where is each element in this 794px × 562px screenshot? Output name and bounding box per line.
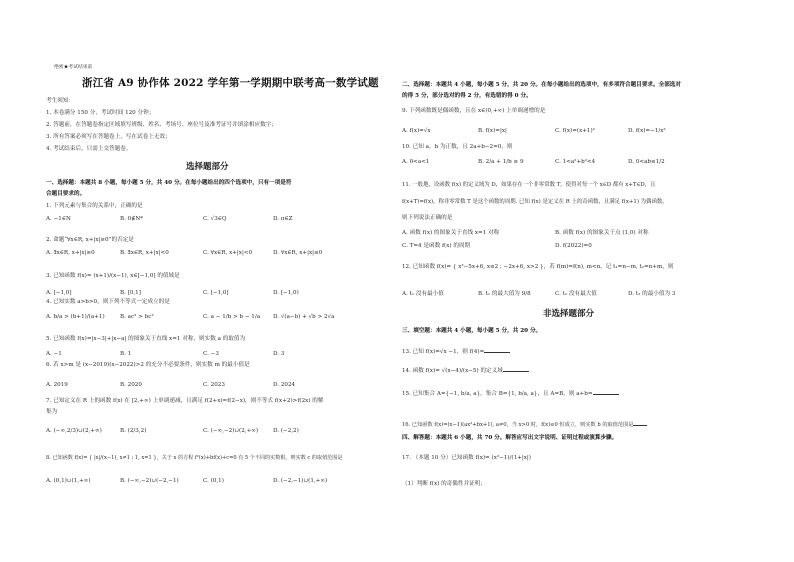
q10-option-c: C. 1<a²+b²<4 xyxy=(555,159,596,165)
q17-stem: 17. （本题 10 分）已知函数 f(x)= (x²−1)/(1+|x|) xyxy=(402,455,531,461)
q11-option-b: B. 函数 f(x) 的图象关于点 (1,0) 对称 xyxy=(555,230,649,236)
q1-option-d: D. π∈Z xyxy=(273,216,293,222)
q9-option-b: B. f(x)=|x| xyxy=(478,128,507,134)
notice-2: 2. 答题前，在答题卷指定区域填写班级、姓名、考场号、座位号及准考证号并填涂相应数字； xyxy=(46,122,277,128)
q11-option-d: D. f(2022)=0 xyxy=(555,243,592,249)
q5-option-d: D. 3 xyxy=(273,351,285,357)
q10-stem: 10. 已知 a，b 为正数，且 2a+b−2=0，则 xyxy=(402,144,513,150)
q11-option-c: C. T=4 是函数 f(x) 的周期 xyxy=(402,243,471,249)
q14-answer-blank xyxy=(503,366,529,372)
q15-stem xyxy=(402,389,619,398)
q6-option-d: D. 2024 xyxy=(273,382,296,388)
q7-stem-cont: 集为 xyxy=(46,409,58,415)
q13-answer-blank xyxy=(484,347,510,353)
q10-option-d: D. 0<ab≤1/2 xyxy=(628,159,665,165)
q3-option-a: A. [−1,0] xyxy=(46,290,72,296)
q10-option-a: A. 0<a<1 xyxy=(402,159,430,165)
q11-stem-2: f(x+T)=f(x)，称非零常数 T 是这个函数的周期. 已知 f(x) 是定义在 R 上的奇函数，且满足 f(x+1) 为偶函数， xyxy=(402,199,668,205)
section-1-heading: 一、选择题：本题共 8 小题，每小题 5 分，共 40 分。在每小题给出的四个选项中，只有一项是符 xyxy=(46,180,292,186)
q8-option-b: B. (−∞,−2)∪(−2,−1) xyxy=(120,478,179,484)
q14-text: 14. 函数 f(x)= √(x−4)/(x−5) 的定义域 xyxy=(402,368,503,374)
q1-option-a: A. −1∈N xyxy=(46,216,71,222)
q7-option-a: A. (−∞,2/3)∪(2,+∞) xyxy=(46,428,102,434)
notice-1: 1. 本卷满分 150 分，考试时间 120 分钟； xyxy=(46,110,155,116)
q3-option-d: D. [−1,0) xyxy=(273,290,299,296)
q6-option-b: B. 2020 xyxy=(120,382,142,388)
q4-stem: 4. 已知实数 a>b>0，则下列不等式一定成立的是 xyxy=(46,299,170,305)
q13-text: 13. 已知 f(x)=√x −1，则 f(4)= xyxy=(402,349,485,355)
q2-option-b: B. ∃x∈R, x+|x|<0 xyxy=(120,250,169,256)
q4-option-c: C. a − 1/b > b − 1/a xyxy=(203,314,261,320)
q1-stem: 1. 下列元素与集合的关系中，正确的是 xyxy=(46,203,143,209)
q9-option-a: A. f(x)=√x xyxy=(402,128,431,134)
section-2-heading-cont: 的得 5 分，部分选对的得 2 分，有选错的得 0 分。 xyxy=(402,93,532,99)
notice-head: 考生须知： xyxy=(46,98,74,104)
q12-option-c: C. t₂ 没有最大值 xyxy=(555,291,597,297)
q10-option-b: B. 2/a + 1/b ≥ 9 xyxy=(478,159,524,165)
q5-option-c: C. −3 xyxy=(203,351,219,357)
q6-option-c: C. 2023 xyxy=(203,382,225,388)
q3-option-c: C. [−1,0] xyxy=(203,290,229,296)
q14-stem xyxy=(402,366,529,375)
q12-option-a: A. t₁ 没有最小值 xyxy=(402,291,444,297)
q12-option-d: D. t₂ 的最小值为 3 xyxy=(628,291,676,297)
section-4-heading: 四、解答题：本题共 6 小题，共 70 分。解答应写出文字说明、证明过程或演算步骤。 xyxy=(402,435,618,441)
q2-option-d: D. ∀x∈R, x+|x|≤0 xyxy=(273,250,323,256)
q8-option-a: A. (0,1)∪(1,+∞) xyxy=(46,478,91,484)
q8-stem: 8. 已知函数 f(x)= { |x|/(x−1), x≠1 ; 1, x=1 }，关于 x 的方程 f²(x)+bf(x)+c=0 有 5 个不同的实数根，则实数 c 的取值范围是 xyxy=(46,455,343,461)
q5-option-b: B. 1 xyxy=(120,351,132,357)
q4-option-d: D. √(a−b) + √b > 2√a xyxy=(273,314,335,320)
q1-option-c: C. √3∈Q xyxy=(203,216,227,222)
q6-stem: 6. 若 x>m 是 (x−2019)(x−2022)>2 的充分不必要条件，则实数 m 的最小值是 xyxy=(46,362,250,368)
q12-option-b: B. t₁ 的最大值为 9/8 xyxy=(478,291,531,297)
confidential-label: 绝密★考试结束前 xyxy=(54,65,93,70)
q8-option-d: D. (−2,−1)∪(1,+∞) xyxy=(273,478,328,484)
part-title-nonchoice: 非选择题部分 xyxy=(543,309,595,319)
q9-stem: 9. 下列函数既是偶函数，且在 x∈(0,+∞) 上单调递增的是 xyxy=(402,108,546,114)
q11-option-a: A. 函数 f(x) 的图象关于直线 x=1 对称 xyxy=(402,230,500,236)
q3-stem: 3. 已知函数 f(x)= (x+1)/(x−1), x∈[−1,0] 的值域是 xyxy=(46,273,180,279)
q15-answer-blank xyxy=(593,389,619,395)
q16-answer-blank xyxy=(633,420,647,426)
q4-option-a: A. b/a > (b+1)/(a+1) xyxy=(46,314,105,320)
q7-stem: 7. 已知定义在 R 上的函数 f(x) 在 [2,+∞) 上单调递减，且满足 f(2+x)=f(2−x)，则不等式 f(x+2)>f(2x) 的解 xyxy=(46,398,324,404)
q17-part-1: （1）判断 f(x) 的奇偶性并证明； xyxy=(402,481,486,487)
q11-stem-1: 11. 一般地，设函数 f(x) 的定义域为 D，如果存在一个非零常数 T，使得对每一个 x∈D 都有 x+T∈D，且 xyxy=(402,182,656,188)
q8-option-c: C. (0,1) xyxy=(203,478,224,484)
section-2-heading: 二、选择题：本题共 4 小题，每小题 5 分，共 20 分。在每小题给出的选项中，有多项符合题目要求。全部选对 xyxy=(402,82,681,88)
q2-option-a: A. ∃x∈R, x+|x|≥0 xyxy=(46,250,95,256)
q16-stem xyxy=(402,420,647,429)
q1-option-b: B. 0∉N* xyxy=(120,216,144,222)
q7-option-b: B. (2/3,2) xyxy=(120,428,147,434)
q15-text: 15. 已知集合 A={−1, b/a, a}，集合 B={1, b/a, a}，且 A=B，则 a+b= xyxy=(402,391,593,397)
q12-stem: 12. 已知函数 f(x)= { x²−5x+6, x≤2 ; −2x+6, x>2 }，若 f(m)=f(n), m<n，记 t₁=n−m, t₂=n+m，则 xyxy=(402,264,674,270)
q2-option-c: C. ∀x∈R, x+|x|<0 xyxy=(203,250,253,256)
notice-4: 4. 考试结束后，只需上交答题卷。 xyxy=(46,146,132,152)
q5-stem: 5. 已知函数 f(x)=|x−3|+|x−a| 的图象关于直线 x=1 对称，则实数 a 的取值为 xyxy=(46,336,246,342)
part-title-choice: 选择题部分 xyxy=(186,162,229,172)
q4-option-b: B. ac² > bc² xyxy=(120,314,154,320)
q9-option-c: C. f(x)=(x+1)² xyxy=(555,128,595,134)
q6-option-a: A. 2019 xyxy=(46,382,68,388)
q11-stem-3: 则下列说法正确的是 xyxy=(402,215,453,221)
q2-stem: 2. 命题“∀x∈R, x+|x|≥0”的否定是 xyxy=(46,237,134,243)
q7-option-d: D. (−2,2) xyxy=(273,428,299,434)
notice-3: 3. 所有答案必须写在答题卷上，写在试卷上无效； xyxy=(46,134,171,140)
q13-stem xyxy=(402,347,510,356)
section-1-heading-cont: 合题目要求的。 xyxy=(46,191,86,197)
section-3-heading: 三、填空题：本题共 4 小题，每小题 5 分，共 20 分。 xyxy=(402,328,542,334)
page-title: 浙江省 A9 协作体 2022 学年第一学期期中联考高一数学试题 xyxy=(82,77,379,89)
q7-option-c: C. (−∞,−2)∪(2,+∞) xyxy=(203,428,259,434)
q9-option-d: D. f(x)=−1/x² xyxy=(628,128,666,134)
q3-option-b: B. [0,1] xyxy=(120,290,141,296)
q5-option-a: A. −1 xyxy=(46,351,62,357)
q16-text: 16. 已知函数 f(x)=(x−1)(ax²+bx+1), a≠0，当 x>0 时，f(x)≤0 恒成立，则实数 b 的取值范围是 xyxy=(402,422,634,428)
